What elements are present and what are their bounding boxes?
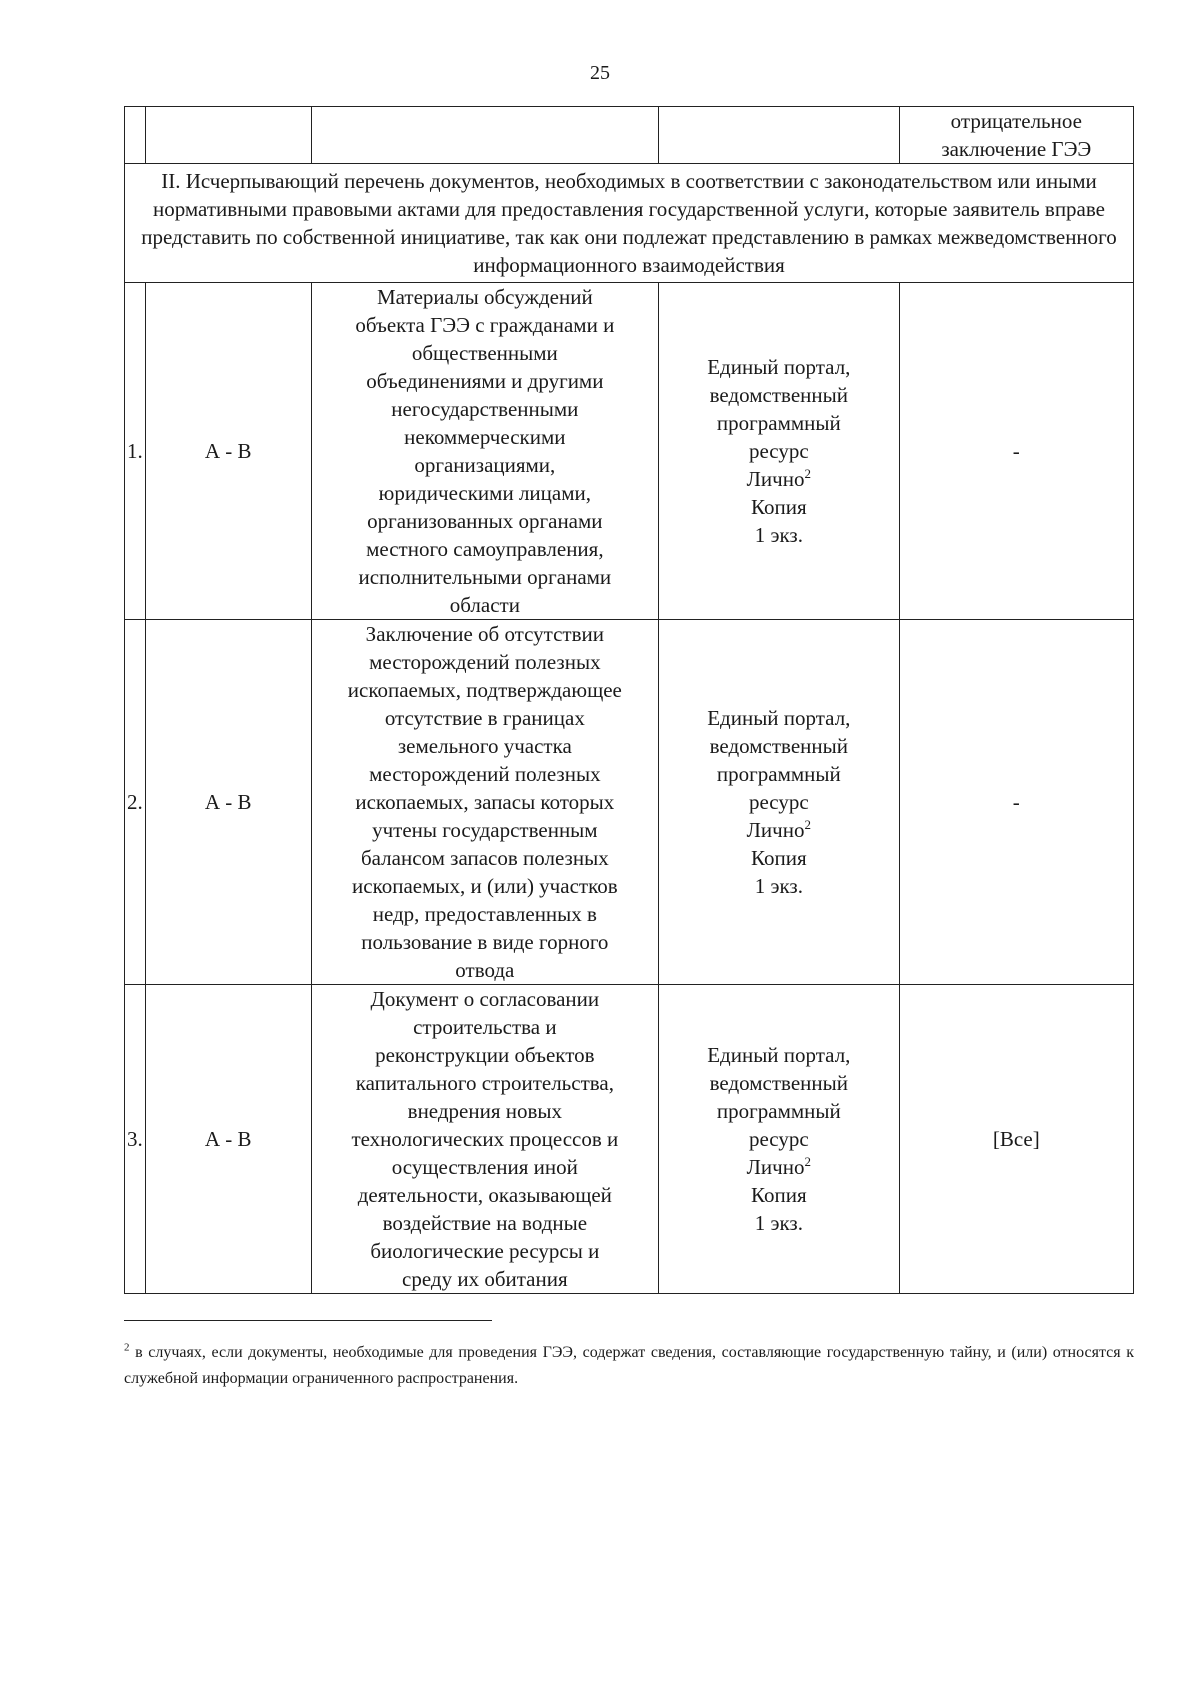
- footnote-marker: 2: [124, 1341, 130, 1354]
- row-category: А - В: [145, 283, 311, 620]
- table-cell-empty: [659, 107, 900, 164]
- table-cell-empty: [311, 107, 658, 164]
- row-method: [659, 620, 900, 985]
- footnote: [124, 1340, 1134, 1392]
- method-copy: Копия 1 экз.: [751, 846, 807, 898]
- table-cell-empty: [145, 107, 311, 164]
- row-number: 2.: [125, 620, 146, 985]
- method-channels: Единый портал, ведомственный программный ресурс: [707, 355, 851, 463]
- footnote-ref: 2: [804, 1154, 811, 1169]
- method-channels: Единый портал, ведомственный программный ресурс: [707, 706, 851, 814]
- row-document: Материалы обсуждений объекта ГЭЭ с гражданами и общественными объединениями и другими негосударственными некоммерческими организациями, юридическими лицами, организованных органами местного самоуправления, исполнительными органами области: [311, 283, 658, 620]
- method-channels: Единый портал, ведомственный программный ресурс: [707, 1043, 851, 1151]
- row-number: 3.: [125, 985, 146, 1294]
- row-method: [659, 283, 900, 620]
- table-row: [125, 620, 1134, 985]
- row-number: 1.: [125, 283, 146, 620]
- section-header: II. Исчерпывающий перечень документов, необходимых в соответствии с законодательством или иными нормативными правовыми актами для предоставления государственной услуги, которые заявитель вправе представить по собственной инициативе, так как они подлежат представлению в рамках межведомственного информационного взаимодействия: [125, 164, 1134, 283]
- table-cell-empty: [125, 107, 146, 164]
- method-copy: Копия 1 экз.: [751, 495, 807, 547]
- method-personal: Лично: [746, 1155, 805, 1179]
- table-row: [125, 283, 1134, 620]
- method-personal: Лично: [746, 467, 805, 491]
- page-number: 25: [590, 62, 610, 84]
- footnote-ref: 2: [804, 817, 811, 832]
- documents-table: [124, 106, 1134, 1294]
- row-document: Документ о согласовании строительства и реконструкции объектов капитального строительства, внедрения новых технологических процессов и осуществления иной деятельности, оказывающей воздействие на водные биологические ресурсы и среду их обитания: [311, 985, 658, 1294]
- row-note: -: [899, 620, 1133, 985]
- row-note: [Все]: [899, 985, 1133, 1294]
- method-copy: Копия 1 экз.: [751, 1183, 807, 1235]
- row-method: [659, 985, 900, 1294]
- footnote-text: в случаях, если документы, необходимые для проведения ГЭЭ, содержат сведения, составляющие государственную тайну, и (или) относятся к служебной информации ограниченного распространения.: [124, 1344, 1134, 1387]
- row-category: А - В: [145, 985, 311, 1294]
- row-document: Заключение об отсутствии месторождений полезных ископаемых, подтверждающее отсутствие в границах земельного участка месторождений полезных ископаемых, запасы которых учтены государственным балансом запасов полезных ископаемых, и (или) участков недр, предоставленных в пользование в виде горного отвода: [311, 620, 658, 985]
- table-cell-result: отрицательное заключение ГЭЭ: [899, 107, 1133, 164]
- row-note: -: [899, 283, 1133, 620]
- section-header-row: [125, 164, 1134, 283]
- footnote-divider: [124, 1320, 492, 1321]
- table-row-continuation: [125, 107, 1134, 164]
- footnote-ref: 2: [804, 466, 811, 481]
- table-row: [125, 985, 1134, 1294]
- method-personal: Лично: [746, 818, 805, 842]
- row-category: А - В: [145, 620, 311, 985]
